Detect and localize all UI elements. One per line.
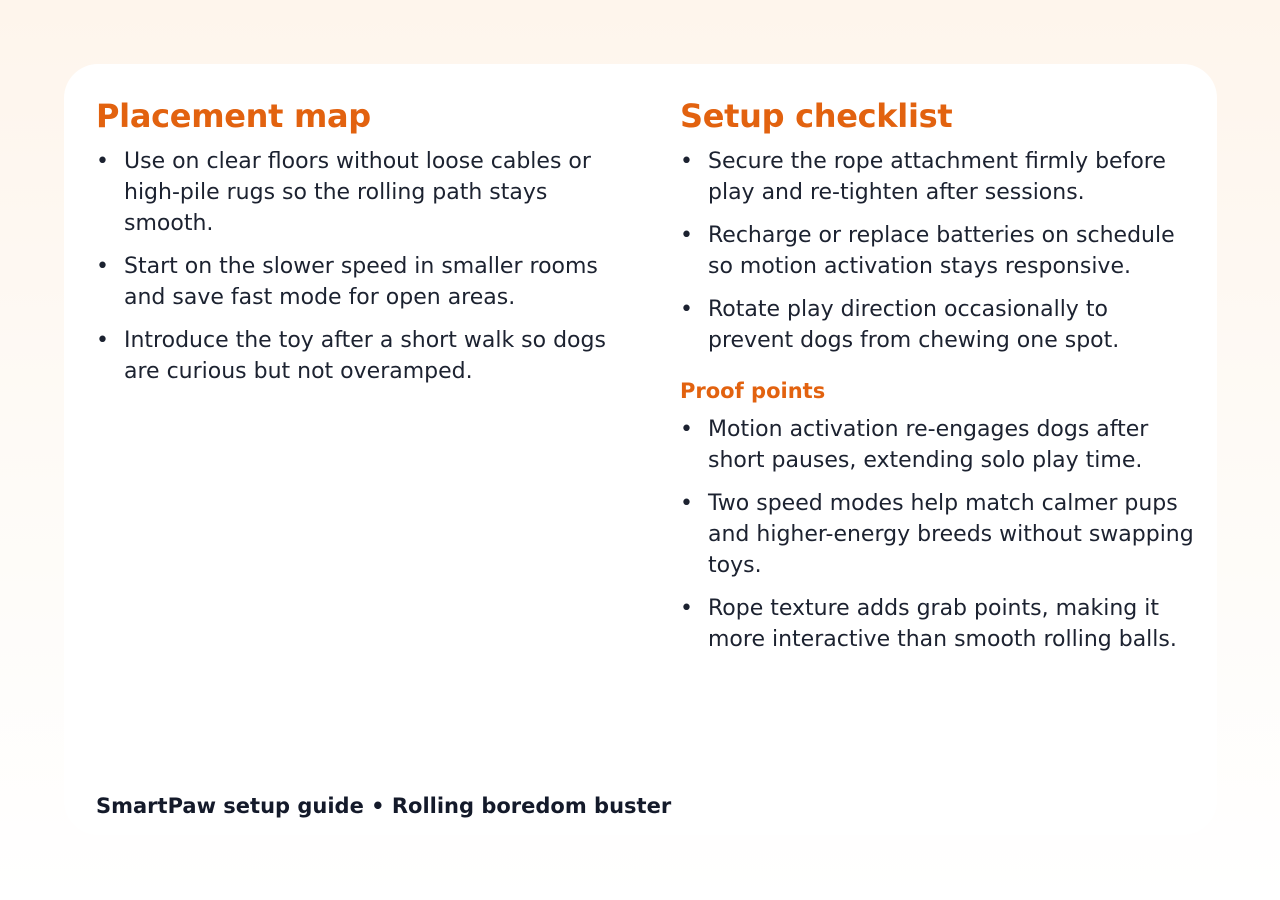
guide-card <box>64 64 1217 835</box>
proof-list <box>680 414 1200 655</box>
list-item-text: Recharge or replace batteries on schedule so motion activation stays responsive. <box>708 223 1175 279</box>
list-item <box>680 146 1200 208</box>
list-item <box>680 220 1200 282</box>
list-item <box>96 146 641 239</box>
list-item <box>680 294 1200 356</box>
placement-heading: Placement map <box>96 97 371 135</box>
bullet-icon: • <box>680 149 693 174</box>
bullet-icon: • <box>96 254 109 279</box>
proof-heading: Proof points <box>680 379 826 403</box>
list-item <box>96 251 641 313</box>
list-item-text: Rotate play direction occasionally to prevent dogs from chewing one spot. <box>708 297 1120 353</box>
list-item-text: Start on the slower speed in smaller rooms and save fast mode for open areas. <box>124 254 598 310</box>
bullet-icon: • <box>680 223 693 248</box>
checklist-heading: Setup checklist <box>680 97 953 135</box>
bullet-icon: • <box>680 417 693 442</box>
bullet-icon: • <box>680 297 693 322</box>
list-item-text: Introduce the toy after a short walk so dogs are curious but not overamped. <box>124 328 606 384</box>
list-item <box>680 593 1200 655</box>
list-item-text: Rope texture adds grab points, making it more interactive than smooth rolling balls. <box>708 596 1177 652</box>
list-item <box>680 414 1200 476</box>
bullet-icon: • <box>680 491 693 516</box>
list-item-text: Secure the rope attachment firmly before play and re-tighten after sessions. <box>708 149 1166 205</box>
checklist-section <box>680 94 1200 667</box>
checklist-list <box>680 146 1200 356</box>
bullet-icon: • <box>96 328 109 353</box>
bullet-icon: • <box>680 596 693 621</box>
placement-list <box>96 146 641 387</box>
list-item <box>96 325 641 387</box>
list-item-text: Use on clear floors without loose cables or high-pile rugs so the rolling path stays smooth. <box>124 149 591 236</box>
bullet-icon: • <box>96 149 109 174</box>
footer-caption: SmartPaw setup guide • Rolling boredom buster <box>96 794 672 818</box>
list-item-text: Two speed modes help match calmer pups and higher-energy breeds without swapping toys. <box>708 491 1194 578</box>
list-item <box>680 488 1200 581</box>
placement-section <box>96 94 641 399</box>
list-item-text: Motion activation re-engages dogs after short pauses, extending solo play time. <box>708 417 1149 473</box>
